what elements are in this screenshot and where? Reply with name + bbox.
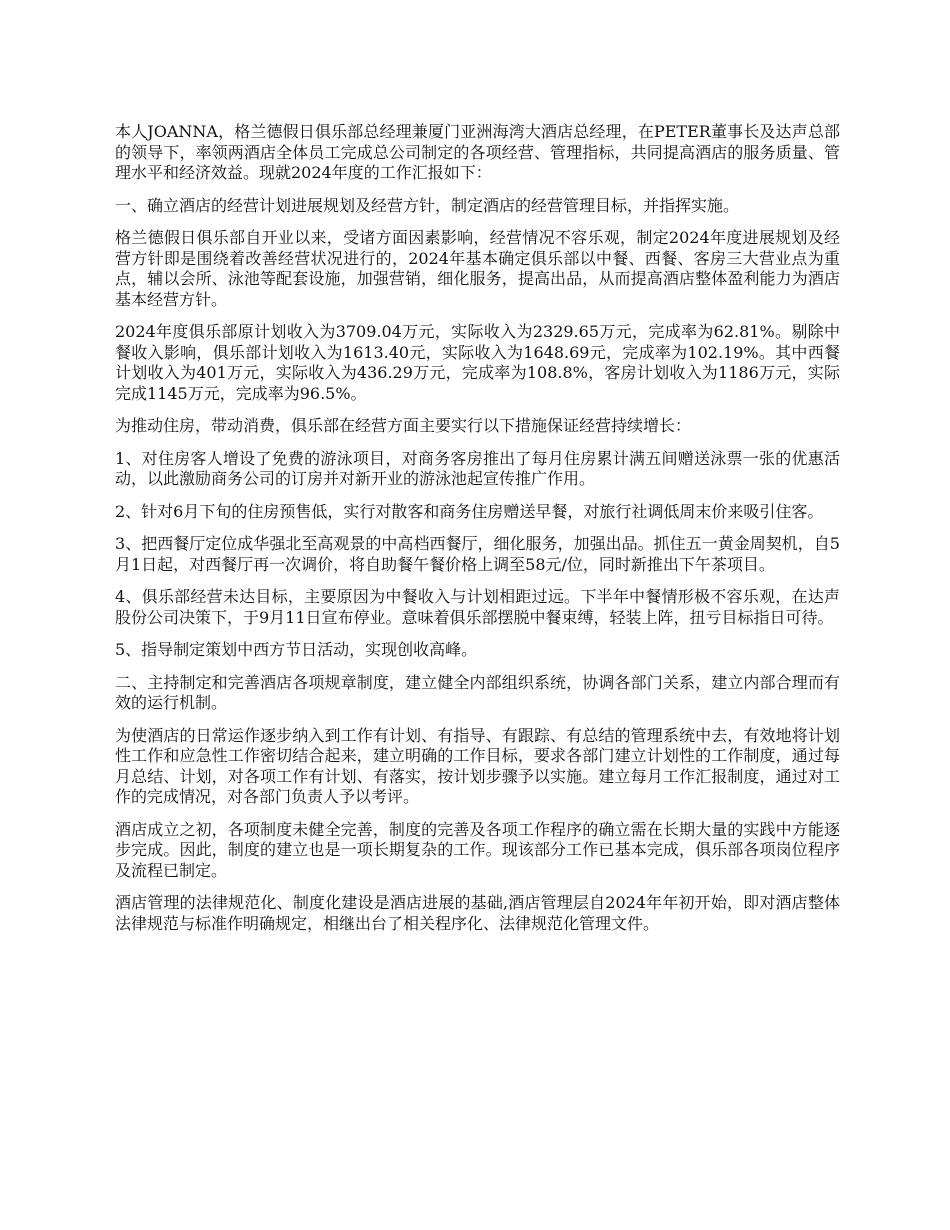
document-body — [115, 122, 840, 946]
section-heading-2: 二、主持制定和完善酒店各项规章制度，建立健全内部组织系统，协调各部门关系，建立内部合理而有效的运行机制。 — [115, 672, 840, 712]
measure-item-3: 3、把西餐厅定位成华强北至高观景的中高档西餐厅，细化服务，加强出品。抓住五一黄金周契机，自5月1日起，对西餐厅再一次调价，将自助餐午餐价格上调至58元/位，同时新推出下午茶项目。 — [115, 534, 840, 574]
section-heading-1: 一、确立酒店的经营计划进展规划及经营方针，制定酒店的经营管理目标，并指挥实施。 — [115, 195, 740, 215]
measure-item-5: 5、指导制定策划中西方节日活动，实现创收高峰。 — [115, 640, 478, 659]
body-paragraph: 酒店管理的法律规范化、制度化建设是酒店进展的基础,酒店管理层自2024年年初开始，即对酒店整体法律规范与标准作明确规定，相继出台了相关程序化、法律规范化管理文件。 — [115, 893, 840, 933]
body-paragraph: 酒店成立之初，各项制度未健全完善，制度的完善及各项工作程序的确立需在长期大量的实践中方能逐步完成。因此，制度的建立也是一项长期复杂的工作。现该部分工作已基本完成，俱乐部各项岗位程序及流程已制定。 — [115, 819, 840, 880]
intro-paragraph: 本人JOANNA，格兰德假日俱乐部总经理兼厦门亚洲海湾大酒店总经理，在PETER董事长及达声总部的领导下，率领两酒店全体员工完成总公司制定的各项经营、管理指标，共同提高酒店的服务质量、管理水平和经济效益。现就2024年度的工作汇报如下： — [115, 122, 840, 182]
measure-item-4: 4、俱乐部经营未达目标，主要原因为中餐收入与计划相距过远。下半年中餐情形极不容乐观，在达声股份公司决策下，于9月11日宣布停业。意味着俱乐部摆脱中餐束缚，轻装上阵，扭亏目标指日可待。 — [115, 587, 840, 627]
body-paragraph: 格兰德假日俱乐部自开业以来，受诸方面因素影响，经营情况不容乐观，制定2024年度进展规划及经营方针即是围绕着改善经营状况进行的，2024年基本确定俱乐部以中餐、西餐、客房三大营业点为重点，辅以会所、泳池等配套设施，加强营销，细化服务，提高出品，从而提高酒店整体盈利能力为酒店基本经营方针。 — [115, 228, 840, 309]
measure-item-1: 1、对住房客人增设了免费的游泳项目，对商务客房推出了每月住房累计满五间赠送泳票一张的优惠活动，以此激励商务公司的订房并对新开业的游泳池起宣传推广作用。 — [115, 448, 840, 488]
body-paragraph: 为使酒店的日常运作逐步纳入到工作有计划、有指导、有跟踪、有总结的管理系统中去，有效地将计划性工作和应急性工作密切结合起来，建立明确的工作目标，要求各部门建立计划性的工作制度，通过每月总结、计划，对各项工作有计划、有落实，按计划步骤予以实施。建立每月工作汇报制度，通过对工作的完成情况，对各部门负责人予以考评。 — [115, 725, 840, 806]
measures-intro-paragraph: 为推动住房，带动消费，俱乐部在经营方面主要实行以下措施保证经营持续增长： — [115, 416, 692, 435]
revenue-paragraph: 2024年度俱乐部原计划收入为3709.04万元，实际收入为2329.65万元，完成率为62.81%。剔除中餐收入影响，俱乐部计划收入为1613.40元，实际收入为1648.69元，完成率为102.19%。其中西餐计划收入为401万元，实际收入为436.29万元，完成率为108.8%，客房计划收入为1186万元，实际完成1145万元，完成率为96.5%。 — [115, 322, 840, 403]
measure-item-2: 2、针对6月下旬的住房预售低，实行对散客和商务住房赠送早餐，对旅行社调低周末价来吸引住客。 — [115, 501, 824, 521]
